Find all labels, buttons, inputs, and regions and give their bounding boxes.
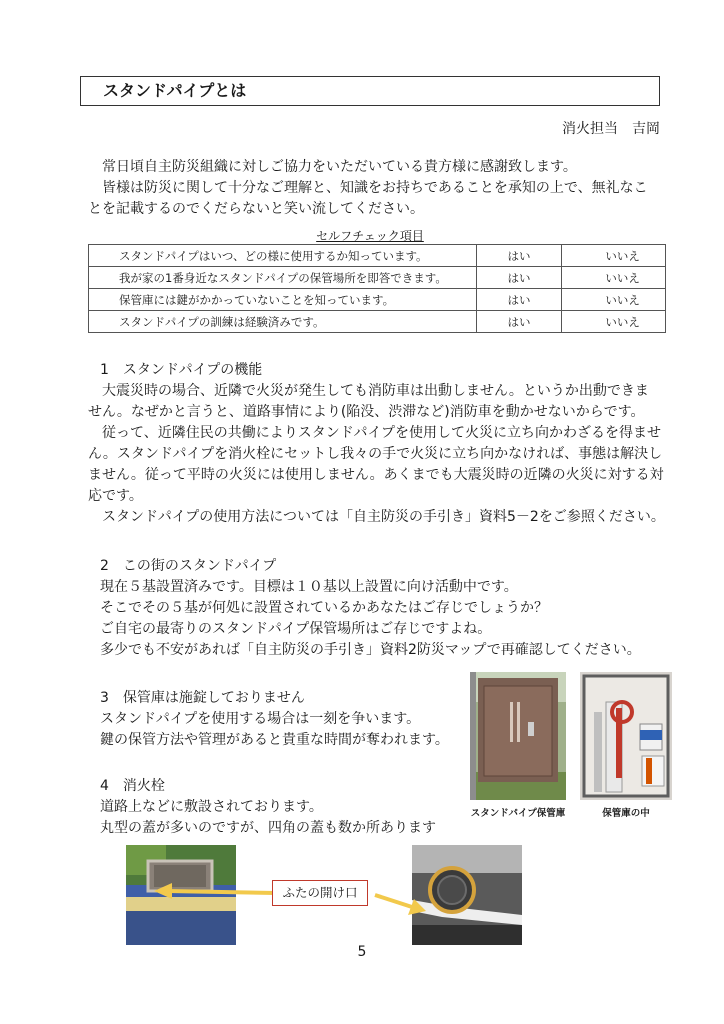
section-heading: 2 この街のスタンドパイプ <box>100 558 277 574</box>
body-line: スタンドパイプを使用する場合は一刻を争います。 <box>100 711 421 727</box>
body-line: ご自宅の最寄りのスタンドパイプ保管場所はご存じですよね。 <box>100 621 492 637</box>
intro <box>88 157 668 220</box>
yes-option: はい <box>476 289 562 311</box>
section-heading: 3 保管庫は施錠しておりません <box>100 690 305 706</box>
body-line: せん。なぜかと言うと、道路事情により(陥没、渋滞など)消防車を動かせないからです。 <box>88 404 645 420</box>
page-title: スタンドパイプとは <box>80 76 660 106</box>
checklist-question: スタンドパイプの訓練は経験済みです。 <box>89 311 477 333</box>
body-line: ん。スタンドパイプを消火栓にセットし我々の手で火災に立ち向かなければ、事態は解決し <box>88 446 663 462</box>
section-1 <box>88 360 668 528</box>
lid-label: ふたの開け口 <box>282 885 358 900</box>
checklist-table <box>88 244 666 333</box>
no-option: いいえ <box>562 245 666 267</box>
page-number: 5 <box>357 944 367 960</box>
cabinet-caption: スタンドパイプ保管庫 <box>470 808 566 819</box>
body-line: 丸型の蓋が多いのですが、四角の蓋も数か所あります <box>100 820 436 836</box>
checklist-question: 保管庫には鍵がかかっていないことを知っています。 <box>89 289 477 311</box>
body-line: そこでその５基が何処に設置されているかあなたはご存じでしょうか？ <box>100 600 548 616</box>
yes-option: はい <box>476 267 562 289</box>
table-row <box>89 311 666 333</box>
cabinet-image <box>470 672 566 800</box>
arrow-left-line <box>168 891 275 893</box>
body-line: 道路上などに敷設されております。 <box>100 799 323 815</box>
table-row <box>89 245 666 267</box>
table-row <box>89 289 666 311</box>
intro-line: とを記載するのでくだらないと笑い流してください。 <box>88 201 424 217</box>
checklist-question: スタンドパイプはいつ、どの様に使用するか知っています。 <box>89 245 477 267</box>
body-line: 多少でも不安があれば「自主防災の手引き」資料2防災マップで再確認してください。 <box>100 642 641 658</box>
inside-caption: 保管庫の中 <box>602 808 650 819</box>
lid-label-box <box>272 880 368 906</box>
section-4 <box>100 776 470 839</box>
section-2 <box>100 556 670 661</box>
body-line: 鍵の保管方法や管理があると貴重な時間が奪われます。 <box>100 732 449 748</box>
body-line: 従って、近隣住民の共働によりスタンドパイプを使用して火災に立ち向かわざるを得ませ <box>102 425 662 441</box>
yes-option: はい <box>476 245 562 267</box>
no-option: いいえ <box>562 267 666 289</box>
checklist-question: 我が家の1番身近なスタンドパイプの保管場所を即答できます。 <box>89 267 477 289</box>
inside-image <box>580 672 672 800</box>
section-heading: 4 消火栓 <box>100 778 165 794</box>
no-option: いいえ <box>562 311 666 333</box>
table-row <box>89 267 666 289</box>
checklist-title: セルフチェック項目 <box>316 229 424 243</box>
cabinet-photo <box>470 672 566 800</box>
body-line: 大震災時の場合、近隣で火災が発生しても消防車は出動しません。というか出動できま <box>102 383 649 399</box>
body-line: スタンドパイプの使用方法については「自主防災の手引き」資料5－2をご参照ください。 <box>102 509 665 525</box>
body-line: 応です。 <box>88 488 143 504</box>
section-heading: 1 スタンドパイプの機能 <box>100 362 263 378</box>
arrow-left-head <box>154 883 172 899</box>
section-3 <box>100 688 470 751</box>
arrow-right-line <box>375 895 412 907</box>
intro-line: 皆様は防災に関して十分なご理解と、知識をお持ちであることを承知の上で、無礼なこ <box>102 180 648 196</box>
intro-line: 常日頃自主防災組織に対しご協力をいただいている貴方様に感謝致します。 <box>102 159 577 175</box>
author: 消火担当 吉岡 <box>562 121 660 137</box>
no-option: いいえ <box>562 289 666 311</box>
body-line: ません。従って平時の火災には使用しません。あくまでも大震災時の近隣の火災に対する対 <box>88 467 664 483</box>
inside-photo <box>580 672 672 800</box>
body-line: 現在５基設置済みです。目標は１０基以上設置に向け活動中です。 <box>100 579 518 595</box>
yes-option: はい <box>476 311 562 333</box>
